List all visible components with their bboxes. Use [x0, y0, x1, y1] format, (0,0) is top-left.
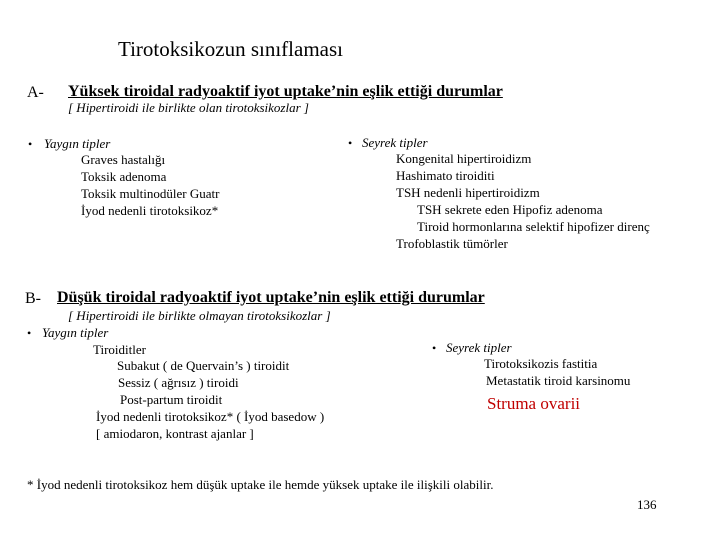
- list-item: [ amiodaron, kontrast ajanlar ]: [96, 426, 254, 441]
- list-item: Toksik adenoma: [81, 169, 167, 184]
- list-item: TSH sekrete eden Hipofiz adenoma: [417, 202, 603, 217]
- list-item: Toksik multinodüler Guatr: [81, 186, 220, 201]
- section-a-rare-label: Seyrek tipler: [362, 135, 428, 150]
- list-item: Subakut ( de Quervain’s ) tiroidit: [117, 358, 290, 373]
- page-number: 136: [637, 497, 657, 512]
- list-item: Trofoblastik tümörler: [396, 236, 508, 251]
- page-title: Tirotoksikozun sınıflaması: [118, 37, 343, 61]
- section-a-letter: A-: [27, 84, 44, 101]
- list-item: Tiroid hormonlarına selektif hipofizer direnç: [417, 219, 650, 234]
- list-item: Kongenital hipertiroidizm: [396, 151, 532, 166]
- list-item: Tiroiditler: [93, 342, 146, 357]
- section-a-subheading: [ Hipertiroidi ile birlikte olan tirotoksikozlar ]: [68, 100, 309, 115]
- section-b-common-label: Yaygın tipler: [42, 325, 109, 340]
- list-item: Hashimato tiroiditi: [396, 168, 495, 183]
- list-item: Graves hastalığı: [81, 152, 166, 167]
- list-item: Sessiz ( ağrısız ) tiroidi: [118, 375, 239, 390]
- footnote: * İyod nedenli tirotoksikoz hem düşük uptake ile hemde yüksek uptake ile ilişkili olabilir.: [27, 477, 494, 492]
- section-b-letter: B-: [25, 290, 41, 307]
- bullet-icon: •: [348, 136, 353, 150]
- list-item: İyod nedenli tirotoksikoz* ( İyod basedow ): [96, 409, 325, 424]
- section-a-heading: Yüksek tiroidal radyoaktif iyot uptake’nin eşlik ettiği durumlar: [68, 83, 503, 100]
- list-item: Post-partum tiroidit: [120, 392, 223, 407]
- list-item: İyod nedenli tirotoksikoz*: [81, 203, 219, 218]
- list-item-highlighted: Struma ovarii: [487, 394, 581, 413]
- section-b-heading: Düşük tiroidal radyoaktif iyot uptake’nin eşlik ettiği durumlar: [57, 289, 485, 306]
- section-a-common-label: Yaygın tipler: [44, 136, 111, 151]
- list-item: TSH nedenli hipertiroidizm: [396, 185, 540, 200]
- section-b-subheading: [ Hipertiroidi ile birlikte olmayan tirotoksikozlar ]: [68, 308, 331, 323]
- list-item: Metastatik tiroid karsinomu: [486, 373, 631, 388]
- section-b-rare-label: Seyrek tipler: [446, 340, 512, 355]
- bullet-icon: •: [28, 137, 33, 151]
- bullet-icon: •: [432, 341, 437, 355]
- list-item: Tirotoksikozis fastitia: [484, 356, 598, 371]
- bullet-icon: •: [27, 326, 32, 340]
